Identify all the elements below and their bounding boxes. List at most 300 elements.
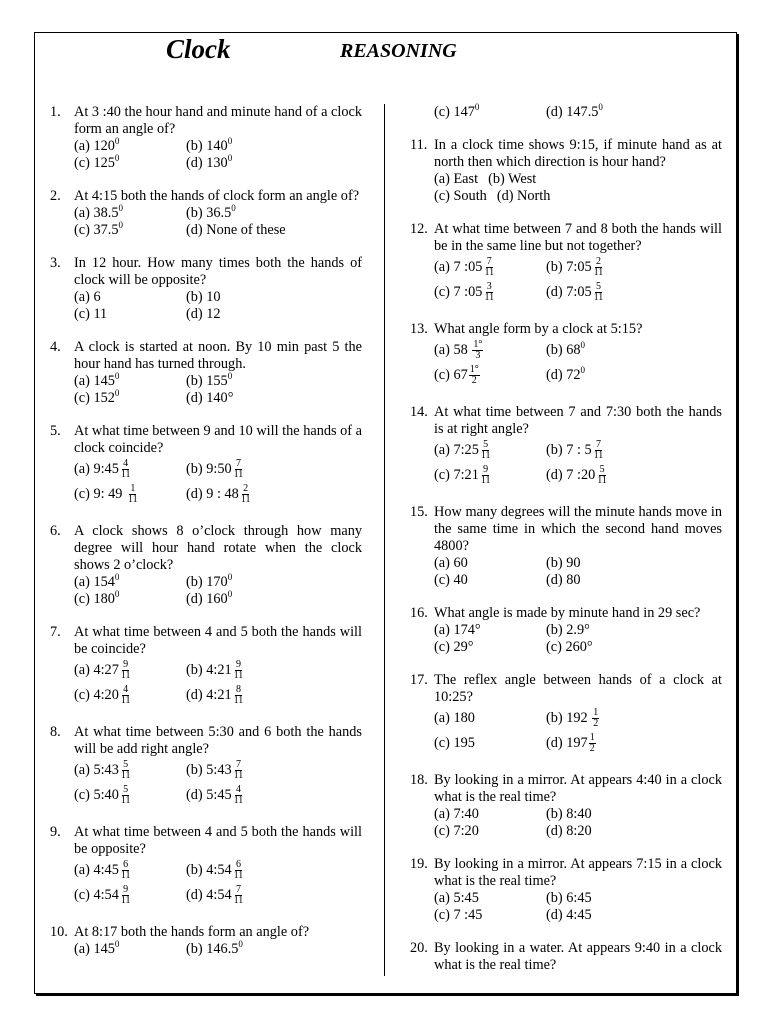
question-text: At what time between 4 and 5 both the hands will be coincide? xyxy=(74,624,362,657)
degree-superscript: 0 xyxy=(227,589,233,600)
question-body xyxy=(434,221,722,305)
option-text: (c) 180 xyxy=(74,591,115,607)
fraction-denominator: 11 xyxy=(480,475,491,487)
fraction-numerator: 3 xyxy=(486,281,492,293)
option xyxy=(546,806,658,823)
option-text: (c) 152 xyxy=(74,390,115,406)
degree-superscript: 0 xyxy=(114,589,120,600)
fraction-denominator: 11 xyxy=(480,450,491,462)
question-item xyxy=(50,255,362,323)
question-number: 11. xyxy=(410,137,428,153)
option xyxy=(434,280,546,305)
option-text: (c) 37.5 xyxy=(74,222,119,238)
option-text: (d) 9 : 48 xyxy=(186,486,239,502)
degree-superscript: 0 xyxy=(580,365,586,376)
option-text: (c) 7:21 xyxy=(434,467,479,483)
option xyxy=(186,482,298,507)
column-divider xyxy=(384,104,385,976)
option-row xyxy=(74,390,362,407)
question-text: At what time between 7 and 7:30 both the hands is at right angle? xyxy=(434,404,722,437)
option-text: (d) 7 :20 xyxy=(546,467,596,483)
question-text: At 3 :40 the hour hand and minute hand of a clock form an angle of? xyxy=(74,104,362,137)
option-text: (a) East xyxy=(434,171,479,187)
option-text: (b) 7 : 5 xyxy=(546,442,592,458)
option xyxy=(74,858,186,883)
question-text: At what time between 9 and 10 will the hands of a clock coincide? xyxy=(74,423,362,456)
option-text: (a) 58 xyxy=(434,342,472,358)
question-body xyxy=(74,188,362,239)
right-column xyxy=(410,104,722,990)
question-text: A clock shows 8 o’clock through how many degree will hour hand rotate when the clock shows 2 o’clock? xyxy=(74,523,362,573)
option xyxy=(186,574,298,591)
option xyxy=(546,363,658,388)
option-text: (b) 9:50 xyxy=(186,461,232,477)
option-text: (b) 68 xyxy=(546,342,581,358)
question-number: 17. xyxy=(410,672,428,688)
question-text: In a clock time shows 9:15, if minute hand as at north then which direction is hour hand? xyxy=(434,137,722,170)
fraction-denominator: 11 xyxy=(593,267,604,279)
fraction-denominator: 11 xyxy=(120,770,131,782)
fraction xyxy=(233,785,245,806)
fraction xyxy=(469,365,480,386)
option-text: (b) 2.9° xyxy=(546,622,590,638)
option xyxy=(434,622,546,639)
option xyxy=(546,890,658,907)
option-text: (d) 72 xyxy=(546,367,581,383)
option-row xyxy=(74,941,362,958)
fraction xyxy=(240,484,252,505)
option xyxy=(434,731,546,756)
option xyxy=(186,373,298,390)
option-row xyxy=(434,907,722,924)
degree-superscript: 0 xyxy=(114,939,120,950)
fraction-numerator: 5 xyxy=(595,281,601,293)
option-text: (a) 145 xyxy=(74,373,115,389)
fraction xyxy=(589,733,596,754)
fraction xyxy=(480,440,492,461)
question-list-right xyxy=(410,137,722,974)
option-row xyxy=(74,783,362,808)
question-number: 5. xyxy=(50,423,61,439)
fraction-numerator: 1° xyxy=(469,364,479,376)
question-item xyxy=(410,940,722,974)
fraction-denominator: 2 xyxy=(589,743,595,755)
degree-superscript: 0 xyxy=(114,136,120,147)
option-text: (a) 6 xyxy=(74,289,101,305)
question-item xyxy=(410,504,722,589)
option xyxy=(74,373,186,390)
question-10-options-continued xyxy=(434,104,722,121)
option-row xyxy=(74,591,362,608)
option xyxy=(434,255,546,280)
option-text: (c) 7 :45 xyxy=(434,907,483,923)
option xyxy=(434,572,546,589)
option-text: (a) 180 xyxy=(434,710,475,726)
question-body xyxy=(434,772,722,840)
question-body xyxy=(434,856,722,924)
fraction-denominator: 11 xyxy=(120,469,131,481)
option-text: (a) 38.5 xyxy=(74,205,119,221)
question-number: 19. xyxy=(410,856,428,872)
fraction xyxy=(472,340,483,361)
option xyxy=(74,306,186,323)
question-text: By looking in a mirror. At appears 7:15 in a clock what is the real time? xyxy=(434,856,722,889)
question-body xyxy=(434,672,722,756)
option-text: (a) 120 xyxy=(74,138,115,154)
question-number: 6. xyxy=(50,523,61,539)
option-text: (c) 4:54 xyxy=(74,887,119,903)
option-text: (a) 4:27 xyxy=(74,662,119,678)
option-text: (b) 146.5 xyxy=(186,941,239,957)
fraction xyxy=(233,860,245,881)
option xyxy=(546,622,658,639)
option xyxy=(546,823,658,840)
option-text: (c) 9: 49 xyxy=(74,486,127,502)
fraction xyxy=(120,860,132,881)
fraction-numerator: 6 xyxy=(235,859,241,871)
option-text: (a) 4:45 xyxy=(74,862,119,878)
question-body xyxy=(74,423,362,507)
fraction-numerator: 6 xyxy=(123,859,129,871)
option-row xyxy=(434,823,722,840)
option-row xyxy=(434,572,722,589)
option xyxy=(434,806,546,823)
option-row xyxy=(74,155,362,172)
fraction-denominator: 11 xyxy=(233,770,244,782)
option xyxy=(74,390,186,407)
option-row xyxy=(74,222,362,239)
fraction-denominator: 11 xyxy=(593,450,604,462)
degree-superscript: 0 xyxy=(114,388,120,399)
option-text: (b) 5:43 xyxy=(186,762,232,778)
option-text: (b) 90 xyxy=(546,555,581,571)
question-item xyxy=(410,672,722,756)
option-row xyxy=(434,622,722,639)
option xyxy=(546,463,658,488)
question-body xyxy=(434,940,722,974)
option xyxy=(74,758,186,783)
fraction xyxy=(120,760,132,781)
question-body xyxy=(434,404,722,488)
question-item xyxy=(410,772,722,840)
question-text: What angle is made by minute hand in 29 sec? xyxy=(434,605,701,621)
question-item xyxy=(410,605,722,656)
question-body xyxy=(74,724,362,808)
option-text: (d) 4:54 xyxy=(186,887,232,903)
option-row xyxy=(434,338,722,363)
option-row xyxy=(434,731,722,756)
question-body xyxy=(74,339,362,407)
option-text: (d) 4:45 xyxy=(546,907,592,923)
degree-superscript: 0 xyxy=(114,371,120,382)
option xyxy=(74,482,186,507)
option xyxy=(74,457,186,482)
option xyxy=(186,205,298,222)
option xyxy=(546,572,658,589)
fraction xyxy=(592,708,599,729)
fraction-numerator: 5 xyxy=(483,439,489,451)
option-text: (a) 60 xyxy=(434,555,468,571)
option xyxy=(74,205,186,222)
option-text: (c) South xyxy=(434,188,487,204)
option xyxy=(74,222,186,239)
option-text: (d) North xyxy=(496,188,551,204)
option-text: (d) 140° xyxy=(186,390,234,406)
option-row xyxy=(74,306,362,323)
degree-superscript: 0 xyxy=(118,203,123,214)
fraction-denominator: 11 xyxy=(120,895,131,907)
option xyxy=(186,390,298,407)
question-item xyxy=(50,523,362,608)
option xyxy=(74,155,186,172)
fraction xyxy=(483,257,495,278)
fraction-numerator: 1 xyxy=(593,707,599,719)
fraction xyxy=(596,465,608,486)
degree-superscript: 0 xyxy=(238,939,243,950)
option xyxy=(74,941,186,958)
question-body xyxy=(74,624,362,708)
question-item xyxy=(410,856,722,924)
question-number: 7. xyxy=(50,624,61,640)
option-row xyxy=(434,890,722,907)
fraction-numerator: 9 xyxy=(123,659,129,671)
degree-superscript: 0 xyxy=(227,572,233,583)
fraction-denominator: 11 xyxy=(233,895,244,907)
option-row xyxy=(434,438,722,463)
question-number: 4. xyxy=(50,339,61,355)
option xyxy=(186,941,298,958)
degree-superscript: 0 xyxy=(118,220,123,231)
option-row xyxy=(434,363,722,388)
fraction-numerator: 4 xyxy=(123,458,129,470)
option xyxy=(74,658,186,683)
fraction xyxy=(593,282,605,303)
option-text: (c) 7 :05 xyxy=(434,284,483,300)
option-row xyxy=(74,758,362,783)
fraction-denominator: 11 xyxy=(120,670,131,682)
option-text: (a) 9:45 xyxy=(74,461,119,477)
option-row xyxy=(434,188,722,205)
fraction-denominator: 11 xyxy=(233,469,244,481)
option xyxy=(546,907,658,924)
option xyxy=(546,255,658,280)
option xyxy=(434,907,546,924)
question-item xyxy=(410,137,722,205)
question-number: 12. xyxy=(410,221,428,237)
option xyxy=(186,858,298,883)
question-number: 8. xyxy=(50,724,61,740)
question-item xyxy=(50,824,362,908)
option xyxy=(74,289,186,306)
fraction-denominator: 11 xyxy=(120,695,131,707)
option-text: (c) 260° xyxy=(546,639,593,655)
option xyxy=(546,731,658,756)
option-text: (d) 12 xyxy=(186,306,221,322)
option-row xyxy=(434,806,722,823)
degree-superscript: 0 xyxy=(114,153,120,164)
fraction xyxy=(120,660,132,681)
fraction-numerator: 9 xyxy=(235,659,241,671)
option-text: (d) 4:21 xyxy=(186,687,232,703)
fraction-numerator: 2 xyxy=(243,483,249,495)
option-text: (b) 36.5 xyxy=(186,205,232,221)
fraction-numerator: 9 xyxy=(483,464,489,476)
option xyxy=(546,555,658,572)
question-body xyxy=(434,605,722,656)
question-body xyxy=(74,104,362,172)
question-body xyxy=(74,924,362,958)
fraction-denominator: 11 xyxy=(484,292,495,304)
option xyxy=(546,338,658,363)
question-item xyxy=(50,423,362,507)
option-text: (d) 160 xyxy=(186,591,228,607)
fraction-denominator: 11 xyxy=(233,670,244,682)
option-text: (c) 67 xyxy=(434,367,468,383)
page-title: Clock xyxy=(166,34,231,64)
question-text: The reflex angle between hands of a clock at 10:25? xyxy=(434,672,722,705)
option-text: (b) 140 xyxy=(186,138,228,154)
fraction xyxy=(120,459,132,480)
option-row xyxy=(434,171,722,188)
option xyxy=(186,222,298,239)
question-item xyxy=(50,924,362,958)
option-text: (a) 7 :05 xyxy=(434,259,483,275)
option-text: (d) 147.5 xyxy=(546,104,599,120)
fraction-denominator: 3 xyxy=(475,350,481,362)
question-body xyxy=(74,523,362,608)
question-item xyxy=(410,321,722,388)
question-text: By looking in a water. At appears 9:40 in a clock what is the real time? xyxy=(434,940,722,973)
fraction-denominator: 11 xyxy=(233,795,244,807)
page-subtitle: REASONING xyxy=(340,40,457,62)
option-text: (b) 4:21 xyxy=(186,662,232,678)
fraction-numerator: 7 xyxy=(595,439,601,451)
option xyxy=(434,823,546,840)
question-number: 10. xyxy=(50,924,68,940)
option xyxy=(434,639,546,656)
fraction-numerator: 9 xyxy=(123,884,129,896)
option xyxy=(74,138,186,155)
fraction-denominator: 11 xyxy=(128,494,138,506)
option-text: (b) 8:40 xyxy=(546,806,592,822)
option-text: (b) West xyxy=(488,171,537,187)
question-item xyxy=(50,624,362,708)
degree-superscript: 0 xyxy=(227,136,233,147)
option-text: (a) 7:40 xyxy=(434,806,479,822)
fraction-numerator: 7 xyxy=(235,458,241,470)
fraction-denominator: 2 xyxy=(593,718,599,730)
degree-superscript: 0 xyxy=(580,340,586,351)
fraction xyxy=(593,440,605,461)
option xyxy=(434,338,546,363)
option-row xyxy=(434,104,722,121)
option-text: (d) 197 xyxy=(546,735,588,751)
fraction-numerator: 4 xyxy=(235,784,241,796)
fraction-denominator: 11 xyxy=(233,870,244,882)
option-text: (d) 5:45 xyxy=(186,787,232,803)
question-item xyxy=(50,188,362,239)
question-number: 15. xyxy=(410,504,428,520)
fraction-denominator: 11 xyxy=(593,292,604,304)
fraction xyxy=(127,484,139,505)
question-number: 13. xyxy=(410,321,428,337)
degree-superscript: 0 xyxy=(227,371,233,382)
option xyxy=(546,104,658,121)
question-text: By looking in a mirror. At appears 4:40 in a clock what is the real time? xyxy=(434,772,722,805)
option-text: (a) 5:45 xyxy=(434,890,479,906)
fraction-numerator: 4 xyxy=(123,684,129,696)
option xyxy=(186,883,298,908)
fraction-numerator: 2 xyxy=(595,256,601,268)
option xyxy=(74,783,186,808)
fraction-denominator: 11 xyxy=(120,870,131,882)
option xyxy=(434,363,546,388)
question-text: At what time between 5:30 and 6 both the hands will be add right angle? xyxy=(74,724,362,757)
fraction xyxy=(480,465,492,486)
question-body xyxy=(434,504,722,589)
question-text: A clock is started at noon. By 10 min past 5 the hour hand has turned through. xyxy=(74,339,362,372)
option-row xyxy=(74,858,362,883)
option-text: (c) 29° xyxy=(434,639,474,655)
fraction-numerator: 5 xyxy=(123,759,129,771)
option-row xyxy=(74,457,362,482)
option xyxy=(434,555,546,572)
option-text: (c) 195 xyxy=(434,735,475,751)
question-body xyxy=(434,321,722,388)
question-text: In 12 hour. How many times both the hands of clock will be opposite? xyxy=(74,255,362,288)
question-item xyxy=(50,724,362,808)
option xyxy=(186,289,298,306)
option-row xyxy=(74,683,362,708)
fraction-denominator: 2 xyxy=(471,375,477,387)
fraction-numerator: 7 xyxy=(235,884,241,896)
option-text: (b) 10 xyxy=(186,289,221,305)
fraction-numerator: 5 xyxy=(599,464,605,476)
option-row xyxy=(74,482,362,507)
option-text: (a) 154 xyxy=(74,574,115,590)
option xyxy=(546,280,658,305)
question-text: How many degrees will the minute hands move in the same time in which the second hand moves 4800? xyxy=(434,504,722,554)
fraction-numerator: 8 xyxy=(235,684,241,696)
option xyxy=(434,438,546,463)
option xyxy=(186,783,298,808)
fraction-numerator: 1 xyxy=(589,732,595,744)
option-text: (d) 8:20 xyxy=(546,823,592,839)
question-number: 3. xyxy=(50,255,61,271)
question-list-left xyxy=(50,104,362,958)
degree-superscript: 0 xyxy=(474,102,480,113)
question-body xyxy=(74,824,362,908)
question-text: What angle form by a clock at 5:15? xyxy=(434,321,643,337)
degree-superscript: 0 xyxy=(227,153,233,164)
option xyxy=(186,138,298,155)
option xyxy=(546,438,658,463)
question-body xyxy=(74,255,362,323)
option-text: (b) 192 xyxy=(546,710,592,726)
fraction xyxy=(233,760,245,781)
fraction-denominator: 11 xyxy=(233,695,244,707)
option xyxy=(186,658,298,683)
option-text: (a) 174° xyxy=(434,622,481,638)
fraction xyxy=(233,685,245,706)
question-number: 18. xyxy=(410,772,428,788)
option-row xyxy=(434,255,722,280)
degree-superscript: 0 xyxy=(231,203,236,214)
option-row xyxy=(74,883,362,908)
option xyxy=(74,683,186,708)
option-text: (d) 80 xyxy=(546,572,581,588)
option-text: (c) 40 xyxy=(434,572,468,588)
